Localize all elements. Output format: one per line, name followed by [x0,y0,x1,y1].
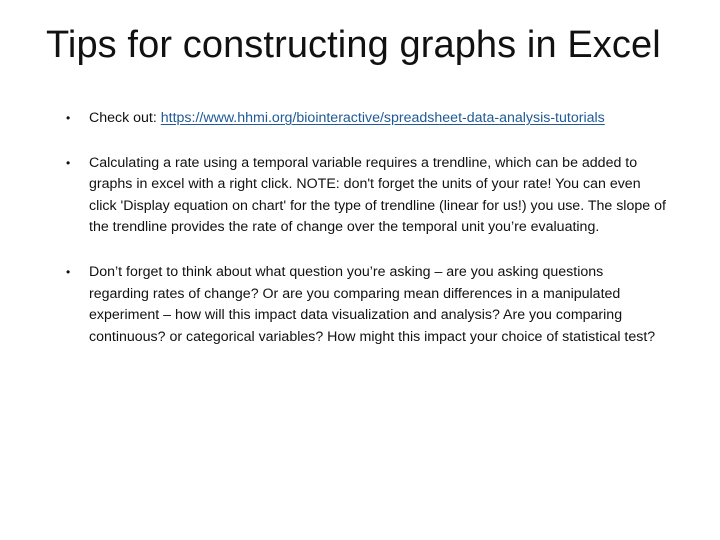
bullet-item-trendline-tip [66,153,666,239]
bullet-item-question-tip [66,262,666,348]
slide-title: Tips for constructing graphs in Excel [46,24,661,66]
bullet-icon: • [66,111,71,125]
bullet-icon: • [66,264,71,279]
bullet-list [66,108,666,348]
bullet-icon: • [66,155,71,170]
bullet-prefix-text: Check out: [89,110,161,126]
bullet-text: Don’t forget to think about what question you’re asking – are you asking questions regarding rates of change? Or are you comparing mean differences in a manipulated experiment – how will this impact data visualization and analysis? Are you comparing continuous? or categorical variables? How might this impact your choice of statistical test? [89,263,656,345]
bullet-item-resource-link [66,108,666,130]
bullet-text: Calculating a rate using a temporal variable requires a trendline, which can be added to graphs in excel with a right click. NOTE: don't forget the units of your rate! You can even click 'Display equation on chart' for the type of trendline (linear for us!) you use. The slope of the trendline provides the rate of change over the temporal unit you’re evaluating. [89,154,666,236]
hhmi-tutorials-link[interactable]: https://www.hhmi.org/biointeractive/spreadsheet-data-analysis-tutorials [160,110,605,126]
